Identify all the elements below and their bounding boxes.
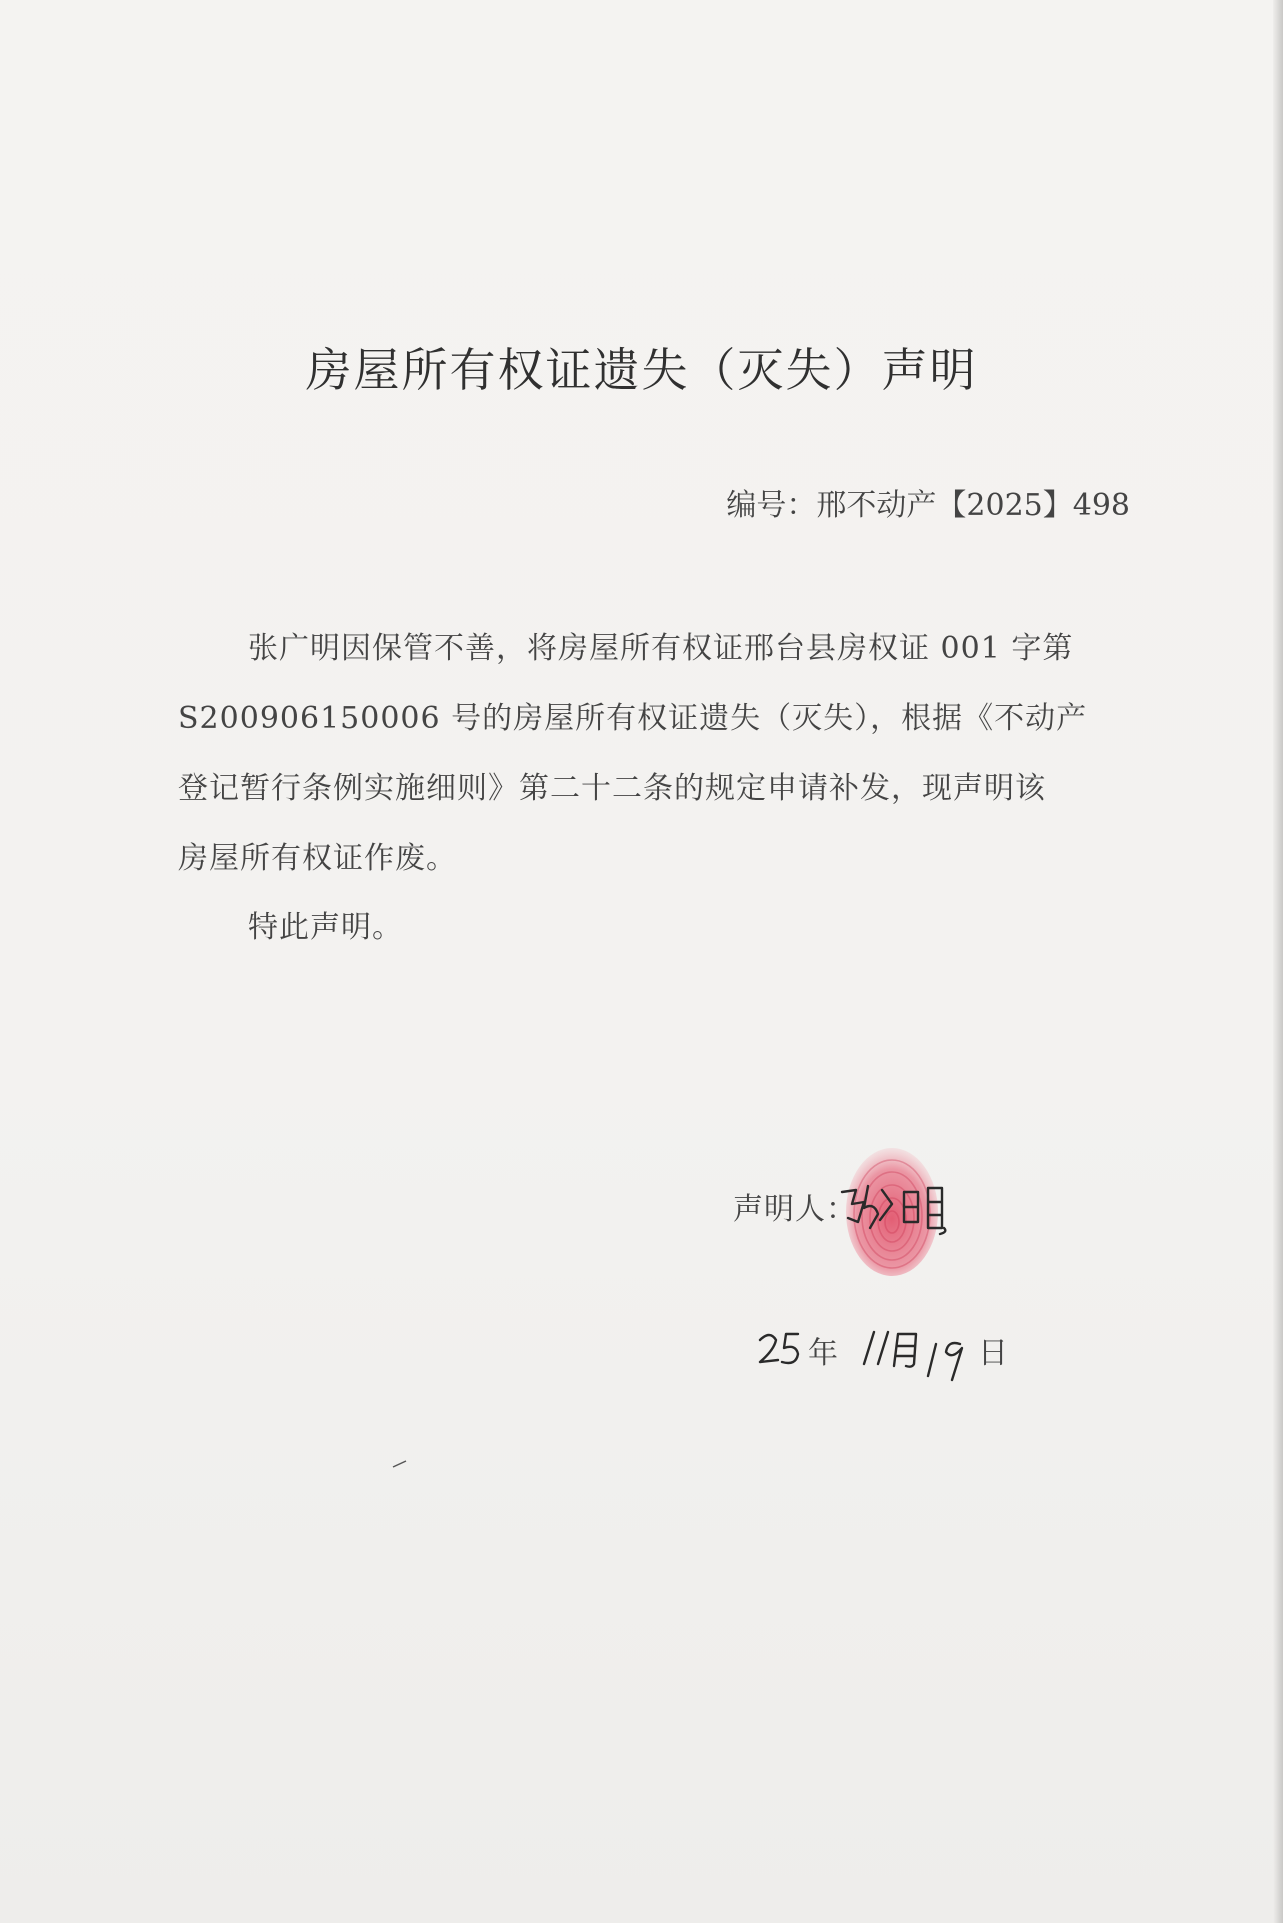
body-line-4: 房屋所有权证作废。 (178, 841, 457, 876)
closing-statement: 特此声明。 (248, 910, 403, 945)
date-day-char: 日 (978, 1336, 1008, 1371)
body-line-1: 张广明因保管不善，将房屋所有权证邢台县房权证 001 字第 (248, 631, 1074, 666)
document-title: 房屋所有权证遗失（灭失）声明 (305, 343, 978, 397)
declarant-label: 声明人： (733, 1192, 857, 1227)
handwritten-date (756, 1322, 1016, 1384)
paper-mark (392, 1460, 408, 1468)
document-number: 编号：邢不动产【2025】498 (726, 488, 1130, 523)
body-line-3: 登记暂行条例实施细则》第二十二条的规定申请补发，现声明该 (178, 771, 1046, 806)
page-edge-shadow (1273, 0, 1283, 1923)
handwritten-signature (834, 1178, 964, 1238)
date-year-char: 年 (808, 1336, 838, 1371)
body-paragraph (178, 614, 1118, 894)
body-line-2: S200906150006 号的房屋所有权证遗失（灭失），根据《不动产 (178, 701, 1088, 736)
